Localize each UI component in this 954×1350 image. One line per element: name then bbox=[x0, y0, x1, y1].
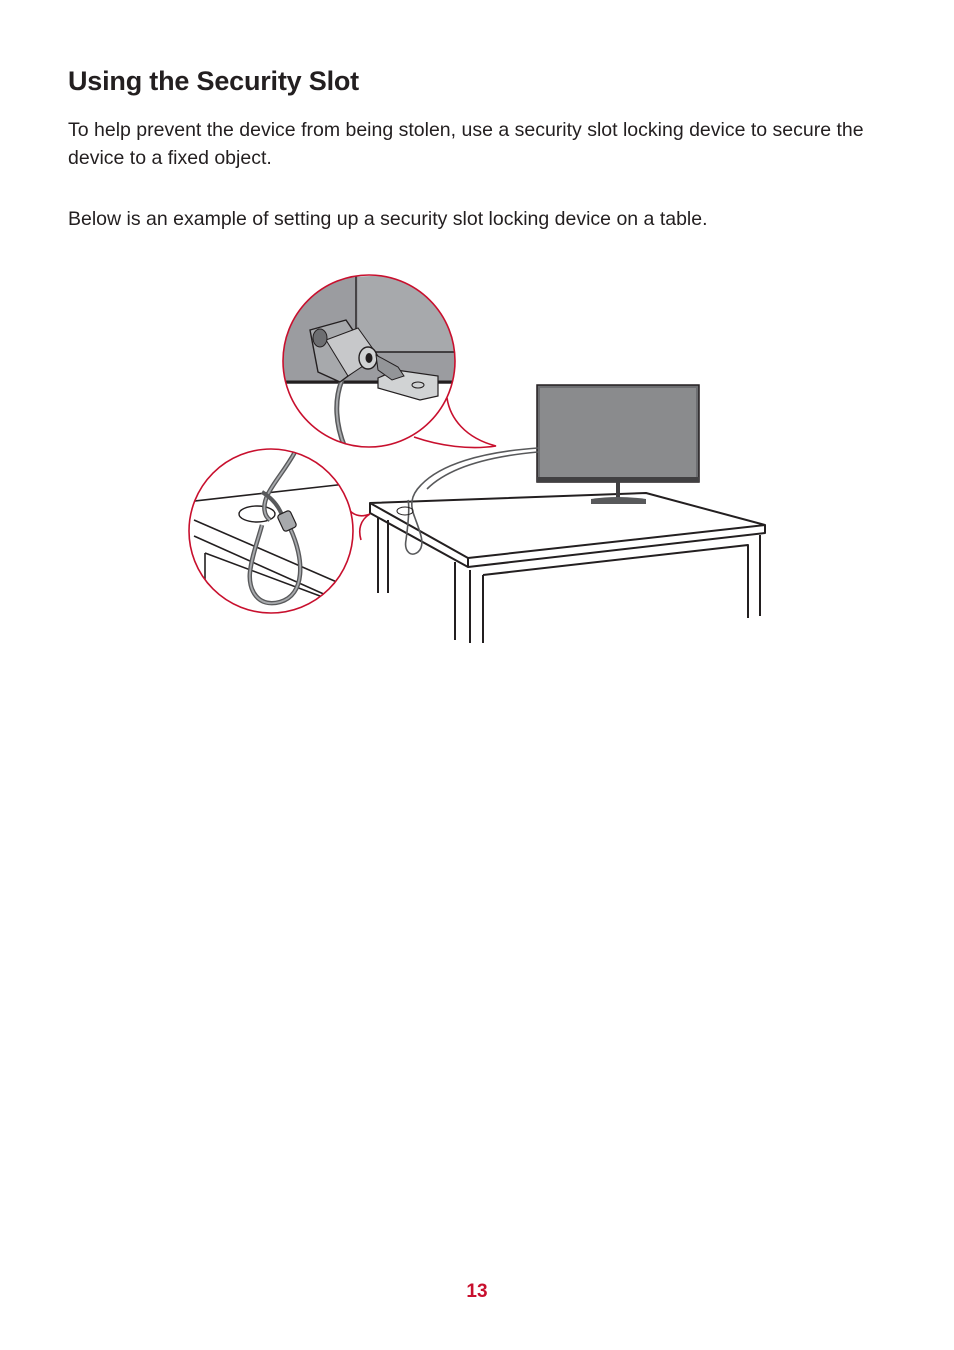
intro-paragraph: To help prevent the device from being stolen, use a security slot locking device to secure the device to a fixed object. bbox=[68, 119, 864, 169]
security-slot-illustration bbox=[186, 266, 770, 646]
table-leg-callout bbox=[186, 449, 370, 620]
table-icon bbox=[370, 493, 765, 643]
page-number: 13 bbox=[466, 1281, 488, 1302]
lock-detail-callout bbox=[280, 272, 496, 450]
example-paragraph: Below is an example of setting up a security slot locking device on a table. bbox=[68, 208, 708, 230]
monitor-icon bbox=[537, 385, 699, 504]
page-title: Using the Security Slot bbox=[68, 66, 359, 96]
